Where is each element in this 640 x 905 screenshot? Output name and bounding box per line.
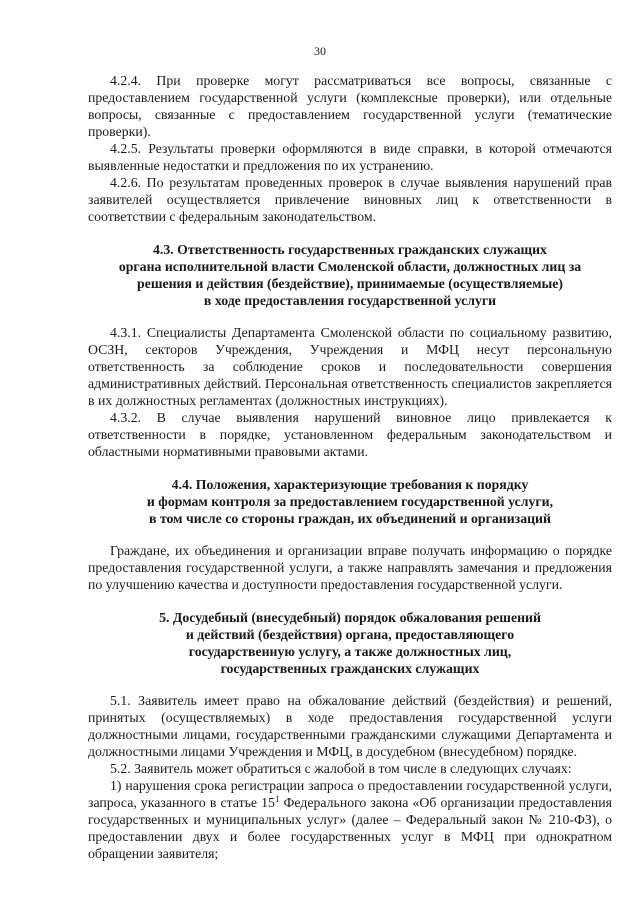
- heading-4-4-line: в том числе со стороны граждан, их объединений и организаций: [149, 511, 551, 526]
- heading-4-3: [88, 241, 612, 309]
- paragraph-5-2-1: [88, 777, 612, 862]
- paragraph-4-3-1: 4.3.1. Специалисты Департамента Смоленской области по социальному развитию, ОСЗН, секторов Учреждения, Учреждения и МФЦ несут персональную ответственность за соблюдение сроков и последовательности совершения административных действий. Персональная ответственность специалистов закрепляется в их должностных регламентах (должностных инструкциях).: [88, 325, 612, 408]
- heading-4-4-line: и формам контроля за предоставлением государственной услуги,: [146, 494, 554, 509]
- heading-4-3-line: 4.3. Ответственность государственных гражданских служащих: [153, 242, 547, 257]
- page-number: 30: [314, 44, 326, 58]
- heading-4-3-line: органа исполнительной власти Смоленской области, должностных лиц за: [118, 259, 582, 274]
- paragraph-4-4: Граждане, их объединения и организации вправе получать информацию о порядке предоставления государственной услуги, а также направлять замечания и предложения по улучшению качества и доступности предоставления государственной услуги.: [88, 543, 612, 592]
- paragraph-5-2-1-text: 1) нарушения срока регистрации запроса о предоставлении государственной услуги, запроса, указанного в статье 15: [88, 778, 612, 810]
- paragraph-4-3-2: 4.3.2. В случае выявления нарушений виновное лицо привлекается к ответственности в порядке, установленном федеральным законодательством и областными нормативными правовыми актами.: [88, 410, 612, 459]
- heading-4-3-line: в ходе предоставления государственной услуги: [203, 293, 497, 308]
- paragraph-5-1: 5.1. Заявитель имеет право на обжалование действий (бездействия) и решений, принятых (осуществляемых) в ходе предоставления государственной услуги должностными лицами, государственными гражданскими служащими Департамента и должностными лицами Учреждения и МФЦ, в досудебном (внесудебном) порядке.: [88, 693, 612, 759]
- heading-4-4-line: 4.4. Положения, характеризующие требования к порядку: [171, 477, 529, 492]
- heading-4-4: [88, 476, 612, 527]
- heading-5-line: и действий (бездействия) органа, предоставляющего: [185, 627, 515, 642]
- article-superscript: 1: [274, 794, 280, 804]
- paragraph-5-2-1-text-cont: Федерального закона «Об организации предоставления государственных и муниципальных услуг» (далее – Федеральный закон № 210-ФЗ), о предоставлении двух и более государственных услуг в МФЦ при однократном обращении заявителя;: [88, 795, 612, 861]
- heading-4-3-line: решения и действия (бездействие), принимаемые (осуществляемые): [137, 276, 563, 291]
- heading-5-line: государственную услугу, а также должностных лиц,: [188, 644, 512, 659]
- paragraph-4-2-4: 4.2.4. При проверке могут рассматриваться все вопросы, связанные с предоставлением государственной услуги (комплексные проверки), или отдельные вопросы, связанные с предоставлением государственной услуги (тематические проверки).: [88, 73, 612, 139]
- heading-5-line: государственных гражданских служащих: [220, 661, 480, 676]
- heading-5: [88, 609, 612, 677]
- paragraph-5-2: 5.2. Заявитель может обратиться с жалобой в том числе в следующих случаях:: [110, 761, 572, 776]
- document-body: [88, 72, 612, 862]
- paragraph-4-2-5: 4.2.5. Результаты проверки оформляются в виде справки, в которой отмечаются выявленные недостатки и предложения по их устранению.: [88, 141, 612, 173]
- heading-5-line: 5. Досудебный (внесудебный) порядок обжалования решений: [159, 610, 541, 625]
- paragraph-4-2-6: 4.2.6. По результатам проведенных проверок в случае выявления нарушений прав заявителей осуществляется привлечение виновных лиц к ответственности в соответствии с федеральным законодательством.: [88, 175, 612, 224]
